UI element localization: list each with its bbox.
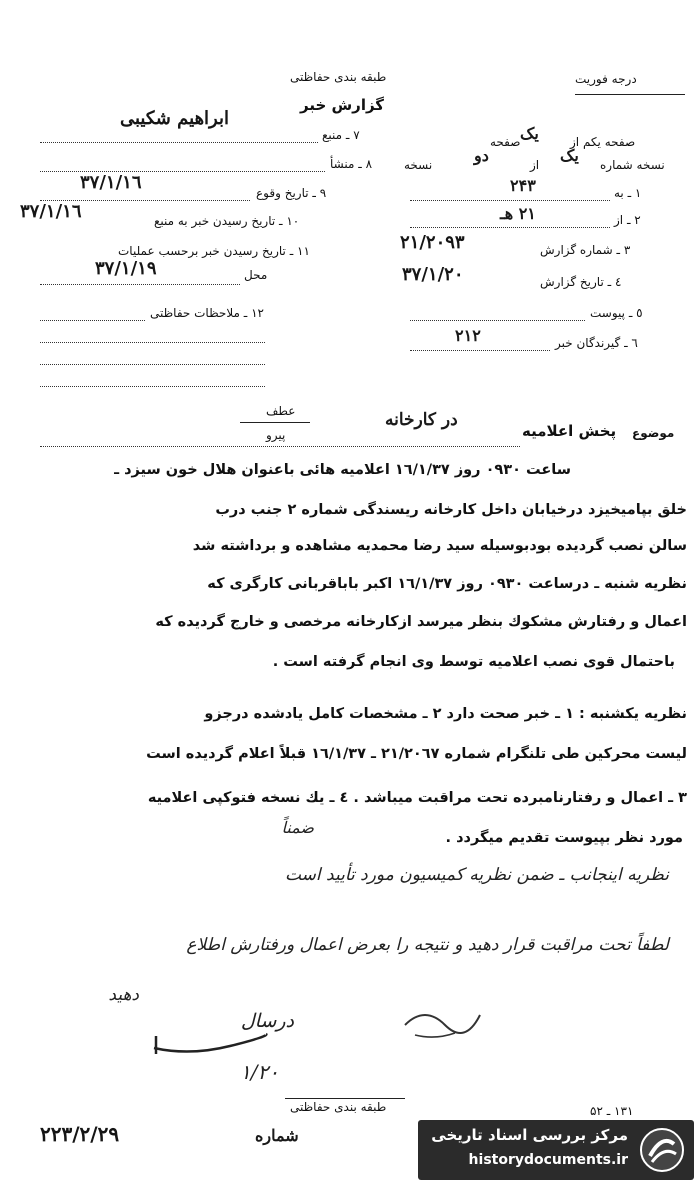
- body-line-10: مورد نظر بپیوست تقدیم میگردد .: [445, 830, 683, 846]
- copy-value: یک: [560, 146, 579, 165]
- field-from-dots: [410, 227, 610, 228]
- field-recipients-dots: [410, 350, 550, 351]
- handwritten-note-3: لطفاً تحت مراقبت قرار دهید و نتیجه را بعرض اعمال ورفتارش اطلاع: [186, 935, 669, 955]
- footer-code: ۱۳۱ ـ ۵۲: [590, 1104, 634, 1118]
- second-signature: [395, 995, 485, 1045]
- body-line-4: نظریه شنبه ـ درساعت ۰۹۳۰ روز ۱٦/۱/۳۷ اکبر باباقربانی کارگری که: [207, 576, 687, 592]
- handwritten-note-4: دهید: [108, 985, 139, 1005]
- body-line-6: باحتمال قوی نصب اعلامیه توسط وی انجام گرفته است .: [272, 654, 675, 670]
- logo-url: historydocuments.ir: [468, 1152, 628, 1168]
- signature-stroke: [150, 1028, 270, 1058]
- field-report-date-value: ۳۷/۱/۲۰: [402, 264, 464, 285]
- subject-text: پخش اعلامیه: [522, 422, 617, 440]
- signature-date: ۱/۲۰: [240, 1060, 279, 1084]
- field-to-value: ۲۴۳: [510, 176, 536, 195]
- reference-fraction-bar: [240, 422, 310, 423]
- copy-from: از: [530, 158, 540, 172]
- field-location-dots: [40, 284, 240, 285]
- field-to-dots: [410, 200, 610, 201]
- logo-title: مرکز بررسی اسناد تاریخی: [431, 1126, 628, 1144]
- body-line-9: ۳ ـ اعمال و رفتارنامبرده تحت مراقبت میباشد . ٤ ـ یك نسخه فتوکپی اعلامیه: [147, 790, 687, 806]
- signature-text: درسال: [240, 1010, 294, 1032]
- field-source-receipt-date-value: ۳۷/۱/۱٦: [20, 201, 82, 222]
- field-origin-label: ۸ ـ منشأ: [330, 157, 373, 171]
- field-report-number-label: ۳ ـ شماره گزارش: [540, 243, 631, 257]
- report-title: گزارش خبر: [300, 96, 385, 114]
- body-line-3: سالن نصب گردیده بودبوسیله سید رضا محمدیه مشاهده و برداشته شد: [192, 538, 687, 554]
- bottom-note: شماره: [255, 1126, 299, 1145]
- body-line-5: اعمال و رفتارش مشکوك بنظر میرسد ازکارخانه مرخصی و خارج گردیده که: [155, 614, 687, 630]
- field-from-value: ۲۱ هـ: [500, 204, 536, 223]
- body-line-1: ساعت ۰۹۳۰ روز ۱٦/۱/۳۷ اعلامیه هائی باعنوان هلال خون سیزد ـ: [114, 462, 571, 478]
- subject-label: موضوع: [632, 426, 675, 440]
- field-attachment-dots: [410, 320, 585, 321]
- archive-emblem-icon: [638, 1126, 686, 1174]
- field-recipients-value: ۲۱۲: [455, 326, 481, 345]
- field-location-label: محل: [244, 268, 268, 282]
- field-ops-receipt-date-label: ۱۱ ـ تاریخ رسیدن خبر برحسب عملیات: [118, 244, 310, 258]
- page-label: صفحه یکم از: [570, 135, 636, 149]
- handwritten-note-1: ضمناً: [281, 818, 314, 837]
- body-line-2: خلق بپامیخیزد درخیابان داخل کارخانه ریسندگی شماره ۲ جنب درب: [215, 502, 687, 518]
- field-source-receipt-date-label: ۱۰ ـ تاریخ رسیدن خبر به منبع: [154, 214, 300, 228]
- classification-top: طبقه بندی حفاظتی: [290, 70, 387, 84]
- reference-atf-label: عطف: [266, 404, 296, 418]
- field-report-number-value: ۲۱/۲۰۹۳: [400, 232, 465, 253]
- copy-total: دو: [474, 146, 489, 165]
- archive-logo: [418, 1120, 694, 1180]
- field-location-value: ۳۷/۱/۱۹: [95, 258, 157, 279]
- field-source-dots: [40, 142, 318, 143]
- reference-peyro-label: پیرو: [266, 428, 286, 442]
- field-from-label: ۲ ـ از: [614, 213, 641, 227]
- field-security-notes-dots: [40, 320, 145, 321]
- field-attachment-label: ٥ ـ پیوست: [590, 306, 643, 320]
- field-source-label: ۷ ـ منبع: [322, 128, 360, 142]
- field-security-notes-label: ۱۲ ـ ملاحظات حفاظتی: [150, 306, 264, 320]
- bottom-handwriting: ۲۲۳/۲/۲۹: [40, 1122, 120, 1146]
- field-occurrence-date-value: ۳۷/۱/۱٦: [80, 172, 142, 193]
- subject-handwritten: در کارخانه: [385, 410, 458, 430]
- body-line-8: لیست محرکین طی تلنگرام شماره ۲۱/۲۰٦۷ ـ ۱٦/۱/۳۷ قبلاً اعلام گردیده است: [146, 746, 687, 762]
- handwritten-note-2: نظریه اینجانب ـ ضمن نظریه کمیسیون مورد تأیید است: [284, 865, 669, 885]
- field-recipients-label: ٦ ـ گیرندگان خبر: [555, 336, 638, 350]
- field-report-date-label: ٤ ـ تاریخ گزارش: [540, 275, 622, 289]
- notes-dots-4: [40, 386, 265, 387]
- copy-label: نسخه شماره: [600, 158, 665, 172]
- field-occurrence-date-label: ۹ ـ تاریخ وقوع: [256, 186, 327, 200]
- copy-word: نسخه: [404, 158, 433, 172]
- notes-dots-3: [40, 364, 265, 365]
- notes-dots-2: [40, 342, 265, 343]
- page-value: یک: [520, 124, 539, 143]
- classification-bottom: طبقه بندی حفاظتی: [290, 1100, 387, 1114]
- page-word: صفحه: [490, 135, 521, 149]
- field-to-label: ۱ ـ به: [614, 186, 642, 200]
- classification-bottom-line: [285, 1098, 405, 1099]
- urgency-label: درجه فوریت: [575, 72, 637, 86]
- urgency-underline: [575, 94, 685, 95]
- field-source-value: ابراهیم شکیبی: [120, 108, 230, 129]
- body-line-7: نظریه یکشنبه : ۱ ـ خبر صحت دارد ۲ ـ مشخصات کامل یادشده درجزو: [204, 706, 687, 722]
- subject-dots: [40, 446, 520, 447]
